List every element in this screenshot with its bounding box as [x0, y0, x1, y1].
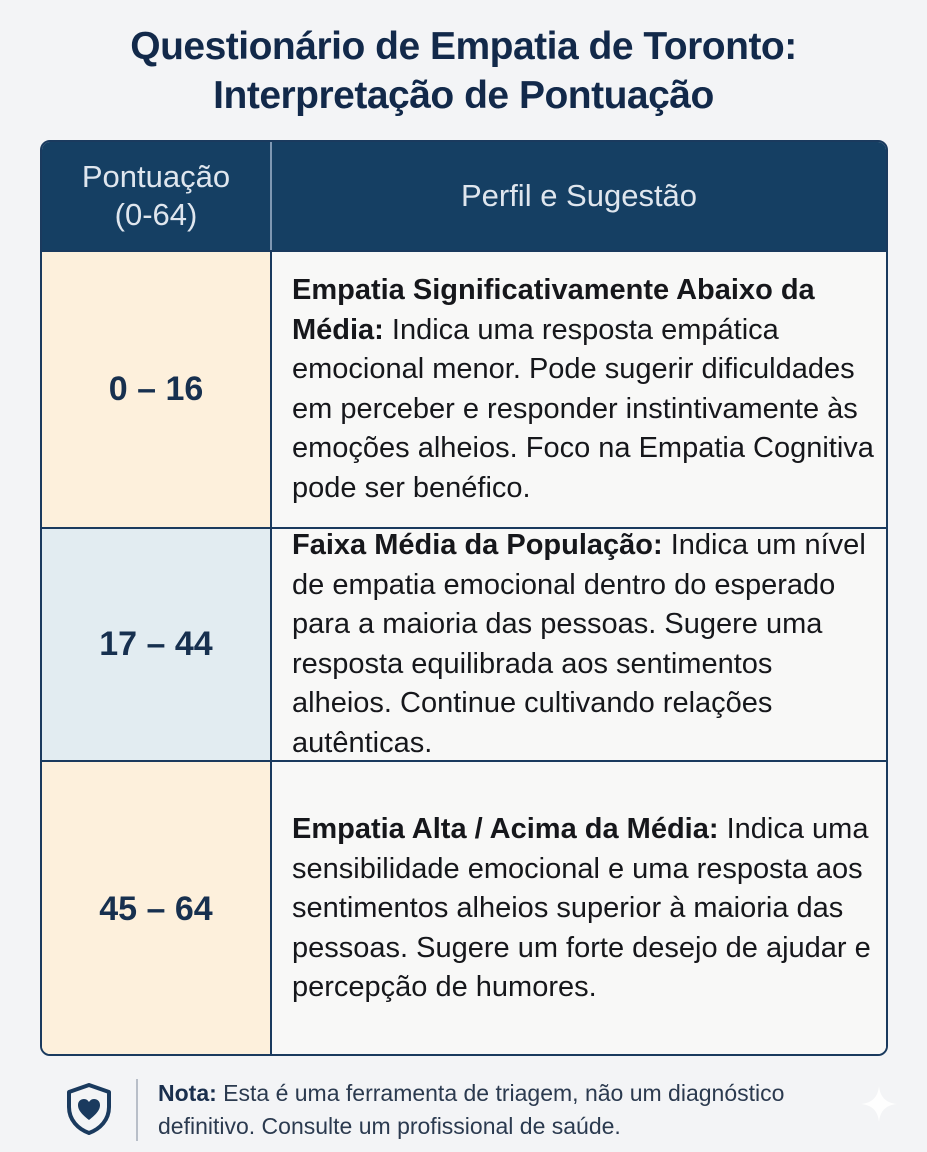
footer-divider	[136, 1079, 138, 1141]
title-line-1: Questionário de Empatia de Toronto:	[130, 25, 797, 68]
sparkle-icon	[859, 1084, 899, 1124]
profile-cell	[292, 252, 876, 527]
title-line-2: Interpretação de Pontuação	[213, 74, 714, 117]
profile-text: Indica uma resposta empática emocional menor. Pode sugerir dificuldades em perceber e responder instintivamente às emoções alheios. Foco na Empatia Cognitiva pode ser benéfico.	[292, 313, 874, 504]
score-range-cell: 45 – 64	[42, 762, 272, 1056]
profile-text: Indica uma sensibilidade emocional e uma resposta aos sentimentos alheios superior à maioria das pessoas. Sugere um forte desejo de ajudar e percepção de humores.	[292, 813, 871, 1004]
score-range-cell: 17 – 44	[42, 529, 272, 760]
profile-label: Faixa Média da População:	[292, 529, 663, 561]
note-body: Esta é uma ferramenta de triagem, não um diagnóstico definitivo. Consulte um profissional de saúde.	[158, 1080, 785, 1139]
profile-cell	[292, 529, 876, 760]
header-score	[42, 142, 270, 250]
profile-label: Empatia Significativamente Abaixo da Média:	[292, 274, 815, 346]
profile-cell	[292, 762, 876, 1056]
score-table	[40, 140, 888, 1056]
footer-note	[60, 1075, 880, 1145]
table-row	[42, 250, 886, 527]
shield-heart-icon	[66, 1083, 112, 1135]
note-text	[158, 1077, 878, 1143]
table-row	[42, 760, 886, 1056]
score-range-cell: 0 – 16	[42, 252, 272, 527]
table-row	[42, 527, 886, 760]
header-score-label: Pontuação	[81, 159, 231, 194]
profile-label: Empatia Alta / Acima da Média:	[292, 813, 719, 846]
header-score-range: (0-64)	[114, 197, 198, 232]
header-profile: Perfil e Sugestão	[460, 178, 698, 213]
page-title	[0, 22, 927, 120]
note-label: Nota:	[158, 1080, 217, 1106]
table-header	[42, 142, 886, 250]
profile-text: Indica um nível de empatia emocional dentro do esperado para a maioria das pessoas. Sugere uma resposta equilibrada aos sentimentos alheios. Continue cultivando relações autênticas.	[292, 529, 866, 759]
